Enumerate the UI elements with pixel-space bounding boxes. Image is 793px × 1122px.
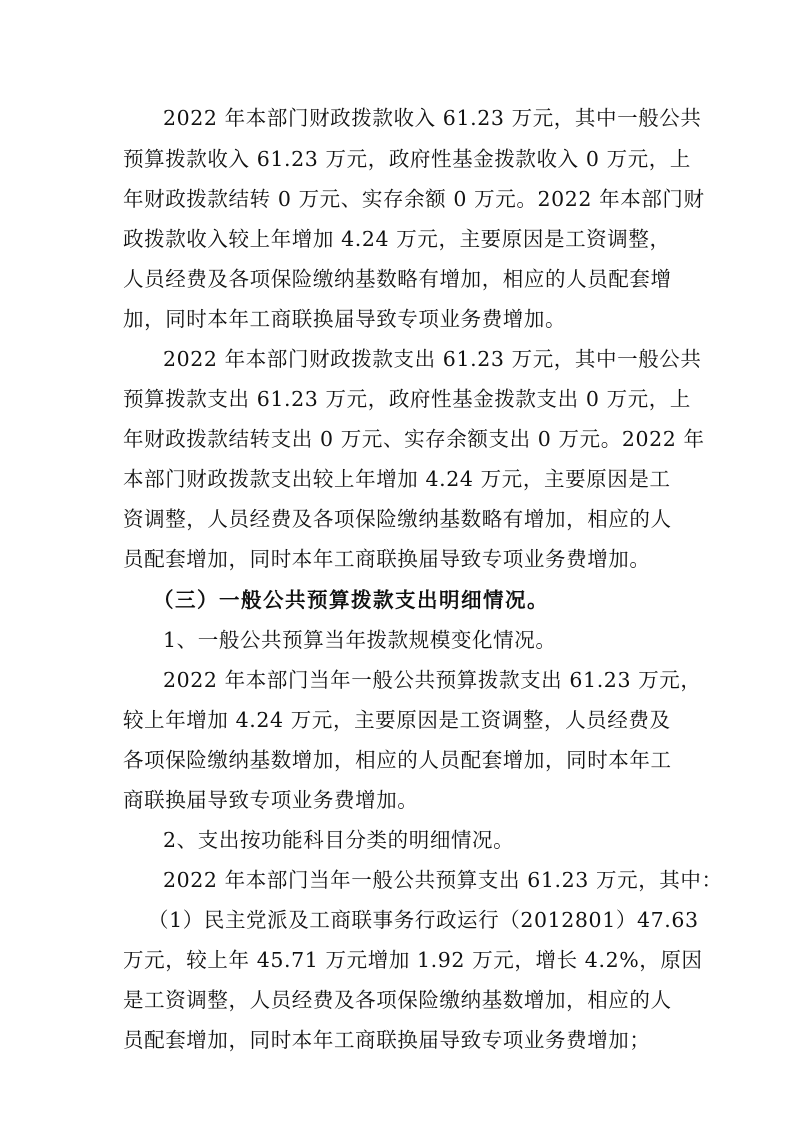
para-functional-line-1: 2022 年本部门当年一般公共预算支出 61.23 万元，其中：	[163, 868, 723, 892]
para-expense-line-4: 本部门财政拨款支出较上年增加 4.24 万元，主要原因是工	[123, 467, 671, 491]
para-income-line-4: 政拨款收入较上年增加 4.24 万元，主要原因是工资调整，	[123, 227, 671, 251]
para-income-line-2: 预算拨款收入 61.23 万元，政府性基金拨款收入 0 万元，上	[123, 147, 691, 171]
subheading-1: 1、一般公共预算当年拨款规模变化情况。	[163, 628, 557, 652]
para-scale-line-3: 各项保险缴纳基数增加，相应的人员配套增加，同时本年工	[123, 748, 672, 772]
para-income-line-5: 人员经费及各项保险缴纳基数略有增加，相应的人员配套增	[123, 267, 672, 291]
para-income-line-3: 年财政拨款结转 0 万元、实存余额 0 万元。2022 年本部门财	[123, 187, 705, 211]
para-expense-line-6: 员配套增加，同时本年工商联换届导致专项业务费增加。	[123, 547, 651, 571]
subheading-2: 2、支出按功能科目分类的明细情况。	[163, 828, 515, 852]
item-1-line-4: 员配套增加，同时本年工商联换届导致专项业务费增加；	[123, 1028, 651, 1052]
para-income-line-6: 加，同时本年工商联换届导致专项业务费增加。	[123, 307, 567, 331]
para-scale-line-2: 较上年增加 4.24 万元，主要原因是工资调整，人员经费及	[123, 708, 671, 732]
item-1-line-2: 万元，较上年 45.71 万元增加 1.92 万元，增长 4.2%，原因	[123, 948, 703, 972]
para-expense-line-3: 年财政拨款结转支出 0 万元、实存余额支出 0 万元。2022 年	[123, 427, 705, 451]
item-1-line-1: （1）民主党派及工商联事务行政运行（2012801）47.63	[148, 908, 699, 932]
para-scale-line-1: 2022 年本部门当年一般公共预算拨款支出 61.23 万元，	[163, 668, 702, 692]
para-expense-line-5: 资调整，人员经费及各项保险缴纳基数略有增加，相应的人	[123, 507, 672, 531]
section-heading: （三）一般公共预算拨款支出明细情况。	[153, 588, 549, 612]
para-income-line-1: 2022 年本部门财政拨款收入 61.23 万元，其中一般公共	[163, 106, 702, 130]
para-scale-line-4: 商联换届导致专项业务费增加。	[123, 788, 419, 812]
para-expense-line-2: 预算拨款支出 61.23 万元，政府性基金拨款支出 0 万元，上	[123, 387, 691, 411]
item-1-line-3: 是工资调整，人员经费及各项保险缴纳基数增加，相应的人	[123, 988, 672, 1012]
para-expense-line-1: 2022 年本部门财政拨款支出 61.23 万元，其中一般公共	[163, 347, 702, 371]
